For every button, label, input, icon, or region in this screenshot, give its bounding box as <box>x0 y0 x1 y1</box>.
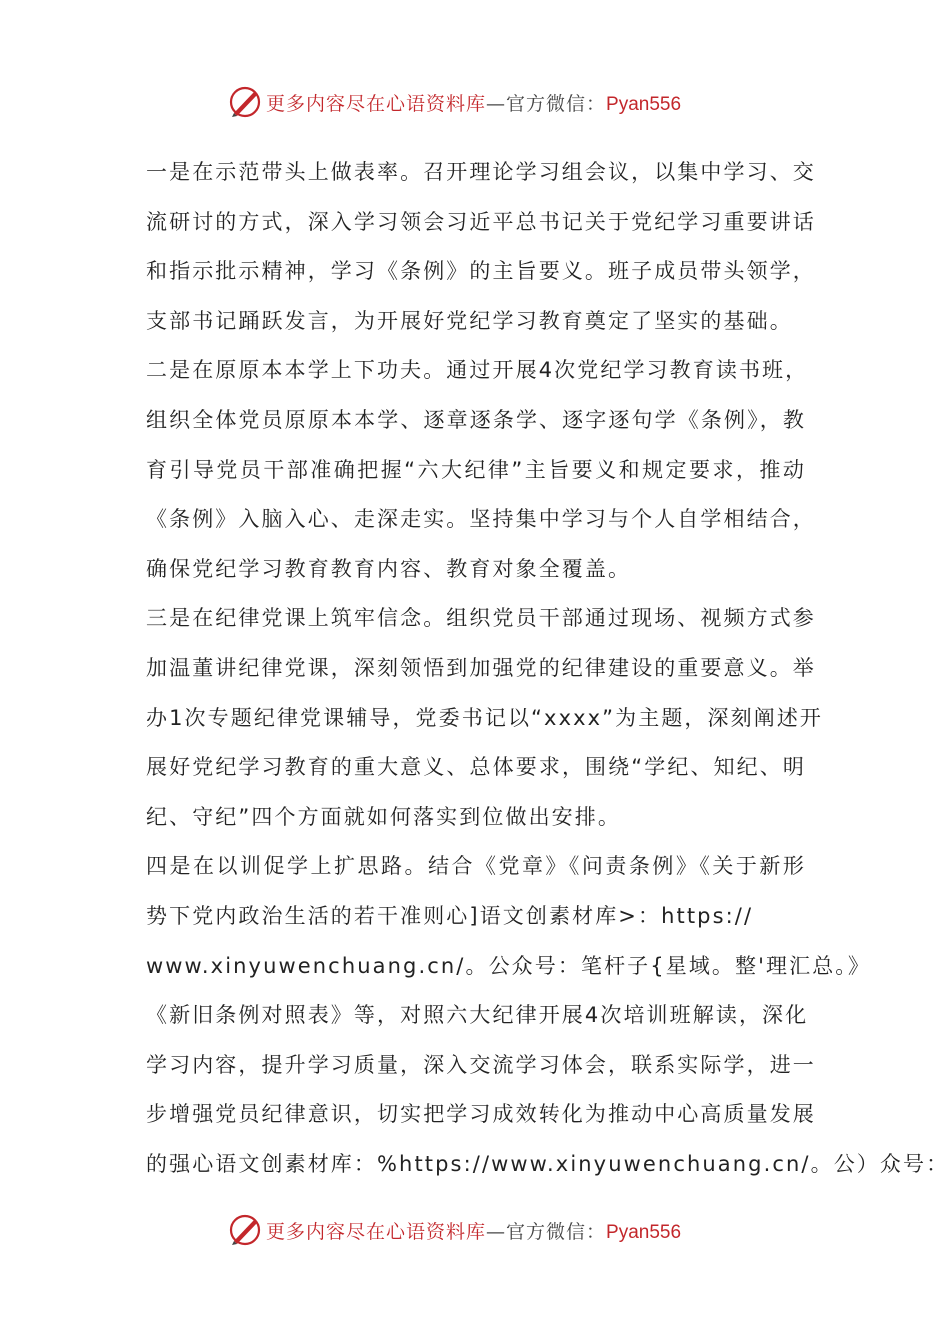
text-line: 办1次专题纪律党课辅导，党委书记以“xxxx”为主题，深刻阐述开 <box>146 705 824 730</box>
text-line: 确保党纪学习教育教育内容、教育对象全覆盖。 <box>146 556 632 581</box>
text-line: 育引导党员干部准确把握“六大纪律”主旨要义和规定要求，推动 <box>146 457 806 482</box>
text-line: 纪、守纪”四个方面就如何落实到位做出安排。 <box>146 804 621 829</box>
text-line: www.xinyuwenchuang.cn/。公众号：笔杆子{星域。整'理汇总。》 <box>146 953 871 978</box>
text-line: 学习内容，提升学习质量，深入交流学习体会，联系实际学，进一 <box>146 1052 816 1077</box>
text-line: 《新旧条例对照表》等，对照六大纪律开展4次培训班解读，深化 <box>146 1003 809 1028</box>
text-line: 展好党纪学习教育的重大意义、总体要求，围绕“学纪、知纪、明 <box>146 755 806 780</box>
banner-main-text: 更多内容尽在心语资料库 <box>266 1220 487 1243</box>
banner-official-label: 官方微信： <box>506 1220 607 1243</box>
text-line: 势下党内政治生活的若干准则心]语文创素材库>：https:// <box>146 903 754 928</box>
banner-separator: — <box>486 92 507 115</box>
banner-wechat-id: Pyan556 <box>606 1221 682 1243</box>
banner-separator: — <box>486 1220 507 1243</box>
text-line: 步增强党员纪律意识，切实把学习成效转化为推动中心高质量发展 <box>146 1102 816 1127</box>
text-line: 四是在以训促学上扩思路。结合《党章》《问责条例》《关于新形 <box>146 854 806 879</box>
text-line: 三是在纪律党课上筑牢信念。组织党员干部通过现场、视频方式参 <box>146 606 816 631</box>
banner-main-text: 更多内容尽在心语资料库 <box>266 92 487 115</box>
footer-watermark-banner <box>228 1210 748 1250</box>
document-body <box>146 148 950 1189</box>
banner-official-label: 官方微信： <box>506 92 607 115</box>
banner-wechat-id: Pyan556 <box>606 93 682 115</box>
footer-banner-text <box>266 1217 681 1244</box>
header-banner-text <box>266 89 681 116</box>
text-line: 和指示批示精神，学习《条例》的主旨要义。班子成员带头领学， <box>146 259 816 284</box>
text-line: 一是在示范带头上做表率。召开理论学习组会议，以集中学习、交 <box>146 160 816 184</box>
text-line: 流研讨的方式，深入学习领会习近平总书记关于党纪学习重要讲话 <box>146 209 816 234</box>
text-line: 加温董讲纪律党课，深刻领悟到加强党的纪律建设的重要意义。举 <box>146 655 816 680</box>
text-line: 组织全体党员原原本本学、逐章逐条学、逐字逐句学《条例》，教 <box>146 407 806 432</box>
text-line: 支部书记踊跃发言，为开展好党纪学习教育奠定了坚实的基础。 <box>146 308 793 333</box>
pen-logo-icon <box>228 1213 262 1247</box>
header-watermark-banner <box>228 82 748 122</box>
text-line: 《条例》入脑入心、走深走实。坚持集中学习与个人自学相结合， <box>146 507 816 532</box>
text-line: 的强心语文创素材库：%https://www.xinyuwenchuang.cn/。公）众号： <box>146 1151 950 1176</box>
text-line: 二是在原原本本学上下功夫。通过开展4次党纪学习教育读书班， <box>146 358 809 383</box>
pen-logo-icon <box>228 85 262 119</box>
